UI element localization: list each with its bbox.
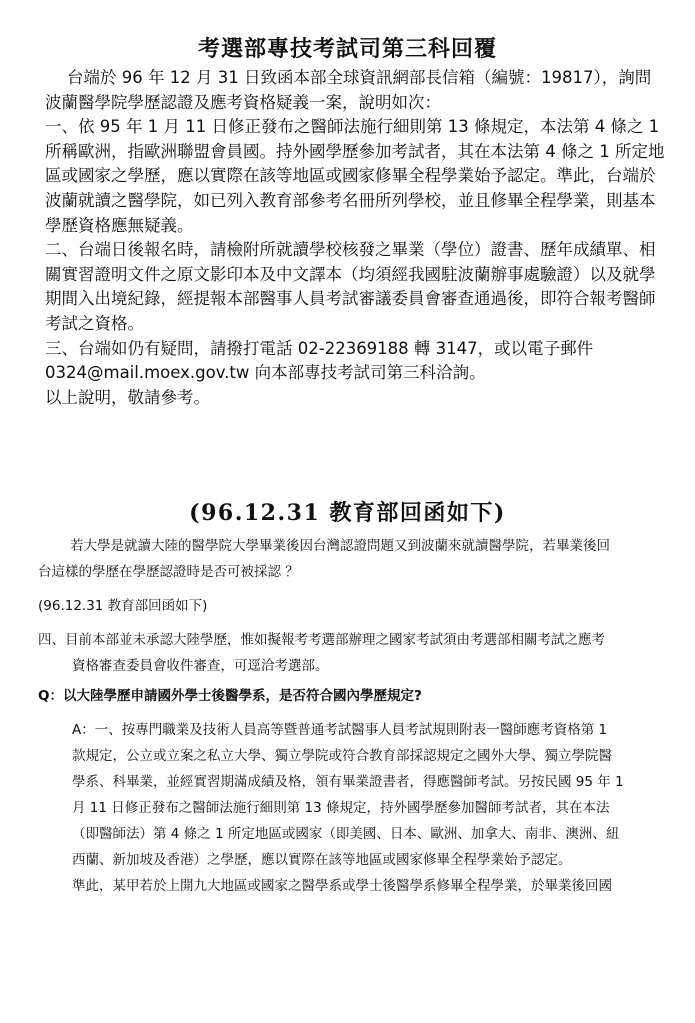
answer-line: 學系、科畢業，並經實習期滿成績及格，領有畢業證書者，得應醫師考試。另按民國 95 年 1 (72, 774, 624, 790)
question-line: 若大學是就讀大陸的醫學院大學畢業後因台灣認證問題又到波蘭來就讀醫學院，若畢業後回 (70, 538, 610, 554)
answer-line: 款規定，公立或立案之私立大學、獨立學院或符合教育部採認規定之國外大學、獨立學院醫 (72, 748, 612, 764)
moe-section-title: (96.12.31 教育部回函如下) (189, 500, 506, 526)
question-line: 台這樣的學歷在學歷認證時是否可被採認 ？ (38, 564, 299, 580)
item4-line: 四、目前本部並未承認大陸學歷，惟如擬報考考選部辦理之國家考試須由考選部相關考試之應考 (38, 632, 605, 648)
letter-closing: 以上說明，敬請參考。 (45, 387, 210, 407)
item4-line: 資格審查委員會收件審查，可逕洽考選部。 (72, 658, 329, 674)
letter-intro: 台端於 96 年 12 月 31 日致函本部全球資訊網部長信箱（編號：19817），詢問波蘭醫學院學歷認證及應考資格疑義一案，說明如次： (45, 68, 652, 112)
answer-line: 準此，某甲若於上開九大地區或國家之醫學系或學士後醫學系修畢全程學業，於畢業後回國 (72, 878, 612, 894)
moe-reference: (96.12.31 教育部回函如下) (38, 598, 208, 614)
letter-item-2: 二、台端日後報名時，請檢附所就讀學校核發之畢業（學位）證書、歷年成績單、相關實習證明文件之原文影印本及中文譯本（均須經我國駐波蘭辦事處驗證）以及就學期間入出境紀錄，經提報本部醫事人員考試審議委員會審查通過後，即符合報考醫師考試之資格。 (45, 240, 656, 333)
q-heading: Q：以大陸學歷申請國外學士後醫學系，是否符合國內學歷規定? (38, 688, 422, 704)
letter-body (45, 66, 665, 410)
letter-title: 考選部專技考試司第三科回覆 (197, 37, 497, 62)
answer-line: A：一、按專門職業及技術人員高等暨普通考試醫事人員考試規則附表一醫師應考資格第 1 (72, 722, 608, 738)
moe-section-body (38, 533, 663, 899)
answer-line: （即醫師法）第 4 條之 1 所定地區或國家（即美國、日本、歐洲、加拿大、南非、澳洲、紐 (72, 826, 620, 842)
answer-line: 月 11 日修正發布之醫師法施行細則第 13 條規定，持外國學歷參加醫師考試者，其在本法 (72, 800, 610, 816)
letter-item-1: 一、依 95 年 1 月 11 日修正發布之醫師法施行細則第 13 條規定，本法第 4 條之 1 所稱歐洲，指歐洲聯盟會員國。持外國學歷參加考試者，其在本法第 4 條之 1 所定地區或國家之學歷，應以實際在該等地區或國家修畢全程學業始予認定。準此，台端於波蘭就讀之醫學院，如已列入教育部參考名冊所列學校，並且修畢全程學業，則基本學歷資格應無疑義。 (45, 117, 665, 235)
answer-line: 西蘭、新加坡及香港）之學歷，應以實際在該等地區或國家修畢全程學業始予認定。 (72, 852, 572, 868)
letter-item-3: 三、台端如仍有疑問，請撥打電話 02-22369188 轉 3147，或以電子郵件 0324@mail.moex.gov.tw 向本部專技考試司第三科洽詢。 (45, 338, 594, 383)
